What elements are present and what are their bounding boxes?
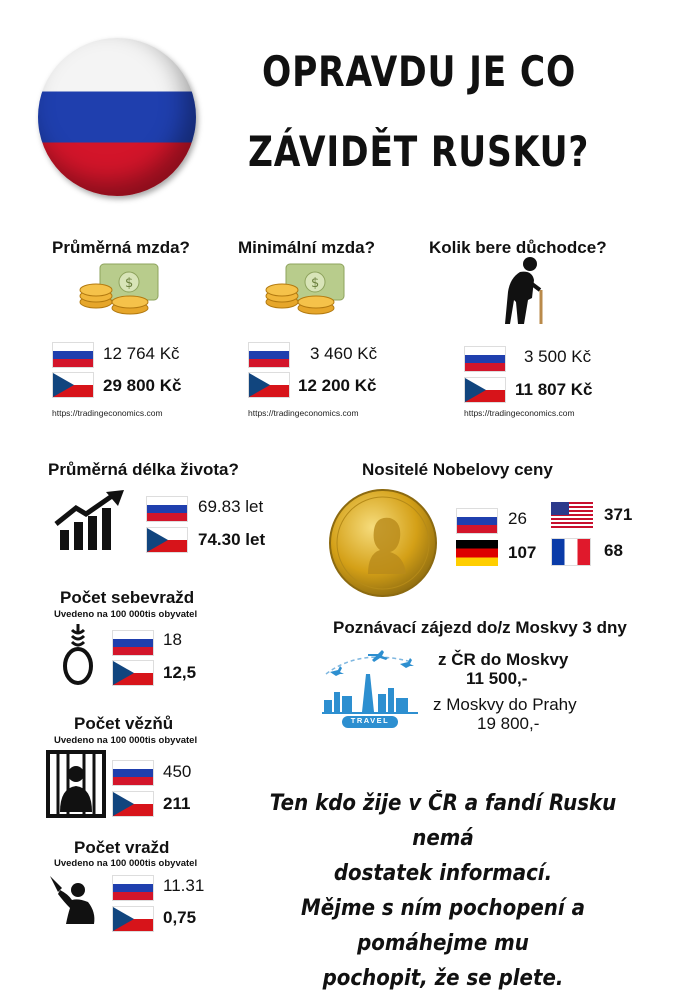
rising-chart-icon bbox=[54, 490, 128, 552]
prisoners-note: Uvedeno na 100 000tis obyvatel bbox=[54, 735, 198, 746]
murders-russia: 11.31 bbox=[163, 876, 205, 895]
flag-czechia bbox=[112, 791, 154, 817]
pension-source: https://tradingeconomics.com bbox=[464, 408, 575, 418]
page-title-line-2: ZÁVIDĚT RUSKU? bbox=[248, 127, 590, 176]
coins-money-icon bbox=[78, 258, 162, 316]
svg-text:$: $ bbox=[125, 276, 134, 291]
nobel-germany: 107 bbox=[508, 543, 537, 562]
flag-czechia bbox=[112, 660, 154, 686]
murders-note: Uvedeno na 100 000tis obyvatel bbox=[54, 858, 198, 869]
nobel-france: 68 bbox=[604, 541, 623, 560]
flag-czechia bbox=[248, 372, 290, 398]
flag-usa bbox=[551, 502, 593, 528]
flag-russia bbox=[146, 496, 188, 522]
trip-to-moscow-label: z ČR do Moskvy bbox=[438, 650, 569, 669]
russian-flag-badge bbox=[38, 38, 196, 196]
trip-from-moscow-label: z Moskvy do Prahy bbox=[433, 695, 577, 714]
flag-czechia bbox=[52, 372, 94, 398]
life-expectancy-russia: 69.83 let bbox=[198, 497, 264, 516]
noose-icon bbox=[60, 624, 96, 686]
flag-russia bbox=[112, 875, 154, 901]
flag-germany bbox=[456, 540, 498, 566]
flag-russia bbox=[456, 508, 498, 534]
murders-heading: Počet vražd bbox=[74, 838, 170, 857]
nobel-medal-icon bbox=[328, 488, 438, 598]
pension-heading: Kolik bere důchodce? bbox=[429, 238, 607, 257]
prisoner-icon bbox=[46, 750, 106, 818]
nobel-heading: Nositelé Nobelovy ceny bbox=[362, 460, 553, 479]
flag-russia bbox=[52, 342, 94, 368]
nobel-russia: 26 bbox=[508, 509, 527, 528]
slogan-line-1: Ten kdo žije v ČR a fandí Rusku nemá bbox=[269, 791, 617, 851]
flag-russia bbox=[112, 630, 154, 656]
flag-russia bbox=[248, 342, 290, 368]
flag-czechia bbox=[464, 377, 506, 403]
nobel-usa: 371 bbox=[604, 505, 633, 524]
page-title-line-1: OPRAVDU JE CO bbox=[262, 47, 577, 96]
minimum-wage-russia: 3 460 Kč bbox=[310, 344, 378, 363]
slogan-line-2: dostatek informací. bbox=[333, 861, 553, 886]
flag-czechia bbox=[112, 906, 154, 932]
slogan-line-4: pochopit, že se plete. bbox=[322, 966, 564, 991]
suicides-czechia: 12,5 bbox=[163, 663, 197, 682]
pension-russia: 3 500 Kč bbox=[524, 347, 592, 366]
coins-money-icon bbox=[264, 258, 348, 316]
minimum-wage-czechia: 12 200 Kč bbox=[298, 376, 377, 395]
suicides-russia: 18 bbox=[163, 630, 182, 649]
life-expectancy-heading: Průměrná délka života? bbox=[48, 460, 239, 479]
trip-to-moscow-price: 11 500,- bbox=[466, 669, 528, 688]
slogan-line-3: Mějme s ním pochopení a pomáhejme mu bbox=[301, 896, 585, 956]
suicides-heading: Počet sebevražd bbox=[60, 588, 195, 607]
elderly-person-icon bbox=[502, 256, 548, 326]
trip-from-moscow-price: 19 800,- bbox=[477, 714, 540, 733]
minimum-wage-source: https://tradingeconomics.com bbox=[248, 408, 359, 418]
svg-text:$: $ bbox=[311, 276, 320, 291]
suicides-note: Uvedeno na 100 000tis obyvatel bbox=[54, 609, 198, 620]
prisoners-heading: Počet vězňů bbox=[74, 714, 174, 733]
average-wage-russia: 12 764 Kč bbox=[103, 344, 180, 363]
knife-attacker-icon bbox=[44, 872, 100, 926]
prisoners-czechia: 211 bbox=[163, 794, 191, 813]
slogan bbox=[218, 786, 668, 996]
average-wage-source: https://tradingeconomics.com bbox=[52, 408, 163, 418]
murders-czechia: 0,75 bbox=[163, 908, 197, 927]
flag-russia bbox=[464, 346, 506, 372]
life-expectancy-czechia: 74.30 let bbox=[198, 530, 266, 549]
trip-heading: Poznávací zájezd do/z Moskvy 3 dny bbox=[333, 618, 627, 637]
pension-czechia: 11 807 Kč bbox=[515, 380, 593, 399]
flag-france bbox=[551, 538, 591, 566]
prisoners-russia: 450 bbox=[163, 762, 192, 781]
travel-badge: TRAVEL bbox=[350, 716, 390, 725]
flag-czechia bbox=[146, 527, 188, 553]
minimum-wage-heading: Minimální mzda? bbox=[238, 238, 375, 257]
flag-russia bbox=[112, 760, 154, 786]
average-wage-heading: Průměrná mzda? bbox=[52, 238, 190, 257]
average-wage-czechia: 29 800 Kč bbox=[103, 376, 182, 395]
